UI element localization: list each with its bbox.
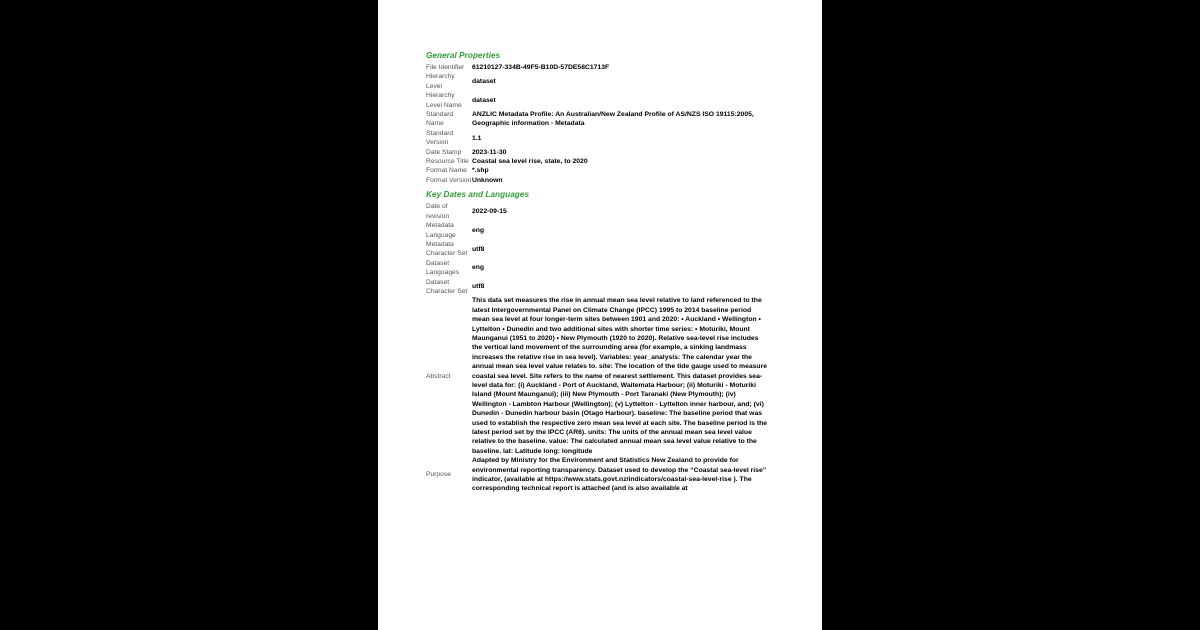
table-row: [426, 176, 768, 185]
metadata-document: [426, 50, 768, 494]
row-value-date-stamp: 2023-11-30: [472, 148, 507, 156]
row-value-abstract: [472, 296, 768, 456]
table-row: [426, 63, 768, 72]
table-row: [426, 166, 768, 175]
general-properties-table: [426, 63, 768, 185]
row-label-format-version: Format Version: [426, 176, 472, 184]
row-value-standard-name: ANZLIC Metadata Profile: An Australian/New Zealand Profile of AS/NZS ISO 19115:2005, Geographic information - Metadata: [472, 111, 754, 128]
row-value-dataset-character-set: utf8: [472, 283, 485, 291]
description-table: [426, 296, 768, 494]
row-label-standard-version: Standard Version: [426, 129, 454, 147]
row-value-date-of-revision: 2022-09-15: [472, 207, 507, 215]
table-row: [426, 157, 768, 166]
table-row: [426, 129, 768, 148]
table-row: [426, 278, 768, 297]
row-label-metadata-character-set: Metadata Character Set: [426, 240, 468, 258]
row-value-format-name: *.shp: [472, 167, 489, 175]
abstract-paragraph: This data set measures the rise in annual mean sea level relative to land referenced to the latest Intergovernmental Panel on Climate Change (IPCC) 1995 to 2014 baseline period mean sea level at four longer-term sites between 1901 and 2020: • Auckland • Wellington • Lyttelton • Dunedin and two additional sites with shorter time series: • Moturiki, Mount Maunganui (1951 to 2020) • New Plymouth (1920 to 2020). Relative sea-level rise includes the vertical land movement of the surrounding area (for example, a sinking landmass increases the relative rise in sea level). Variables: year_analysis: The calendar year the annual mean sea level value relates to. site: The location of the tide gauge used to measure coastal sea level. Site refers to the name of nearest settlement. This dataset provides sea-level data for: (i) Auckland - Port of Auckland, Waitemata Harbour; (ii) Moturiki - Moturiki Island (Mount Maunganui); (iii) New Plymouth - Port Taranaki (New Plymouth); (iv) Wellington - Lambton Harbour (Wellington); (v) Lyttelton - Lyttelton inner harbour, and; (vi) Dunedin - Dunedin harbour basin (Otago Harbour). baseline: The baseline period that was used to establish the respective zero mean sea level at each site. The baseline period is the latest period set by the IPCC (AR6). units: The units of the annual mean sea level value relative to the baseline. value: The calculated annual mean sea level value relative to the baseline. lat: Latitude long: longitude: [472, 297, 768, 455]
table-row: [426, 72, 768, 91]
row-value-hierarchy-level-name: dataset: [472, 96, 496, 104]
row-label-file-identifier: File Identifier: [426, 64, 465, 71]
row-value-purpose: [472, 456, 768, 494]
row-value-file-identifier: 61210127-334B-49F5-B10D-57DE58C1713F: [472, 64, 610, 71]
row-label-date-of-revision: Date of revision: [426, 203, 450, 220]
row-label-dataset-languages: Dataset Languages: [426, 259, 460, 277]
row-value-dataset-languages: eng: [472, 264, 485, 272]
row-label-standard-name: Standard Name: [426, 111, 454, 128]
table-row: [426, 221, 768, 240]
table-row: [426, 110, 768, 129]
row-label-date-stamp: Date Stamp: [426, 148, 462, 156]
table-row: [426, 456, 768, 494]
row-label-dataset-character-set: Dataset Character Set: [426, 278, 468, 295]
row-value-format-version: Unknown: [472, 176, 503, 184]
row-value-standard-version: 1.1: [472, 134, 482, 142]
row-label-format-name: Format Name: [426, 167, 467, 175]
row-value-metadata-language: eng: [472, 226, 485, 234]
row-value-resource-title: Coastal sea level rise, state, to 2020: [472, 158, 588, 166]
section-header-key-dates-and-languages: Key Dates and Languages: [426, 190, 530, 200]
table-row: [426, 240, 768, 259]
row-value-hierarchy-level: dataset: [472, 78, 496, 86]
key-dates-and-languages-table: [426, 202, 768, 296]
purpose-paragraph: Adapted by Ministry for the Environment and Statistics New Zealand to provide for environmental reporting transparency. Dataset used to develop the “Coastal sea-level rise” indicator, (available at https://www.stats.govt.nz/indicators/coastal-sea-level-rise ). The corresponding technical report is attached (and is also available at: [472, 457, 767, 493]
table-row: [426, 91, 768, 110]
row-value-metadata-character-set: utf8: [472, 245, 485, 253]
table-row: [426, 148, 768, 157]
row-label-metadata-language: Metadata Language: [426, 222, 456, 239]
row-label-hierarchy-level-name: Hierarchy Level Name: [426, 92, 462, 109]
section-header-general-properties: General Properties: [426, 51, 501, 60]
table-row: [426, 202, 768, 221]
row-label-abstract: Abstract: [426, 372, 451, 380]
row-label-purpose: Purpose: [426, 471, 451, 479]
row-label-hierarchy-level: Hierarchy Level: [426, 73, 455, 90]
table-row: [426, 259, 768, 278]
table-row: [426, 296, 768, 456]
row-label-resource-title: Resource Title: [426, 158, 469, 166]
document-page: [378, 0, 822, 630]
